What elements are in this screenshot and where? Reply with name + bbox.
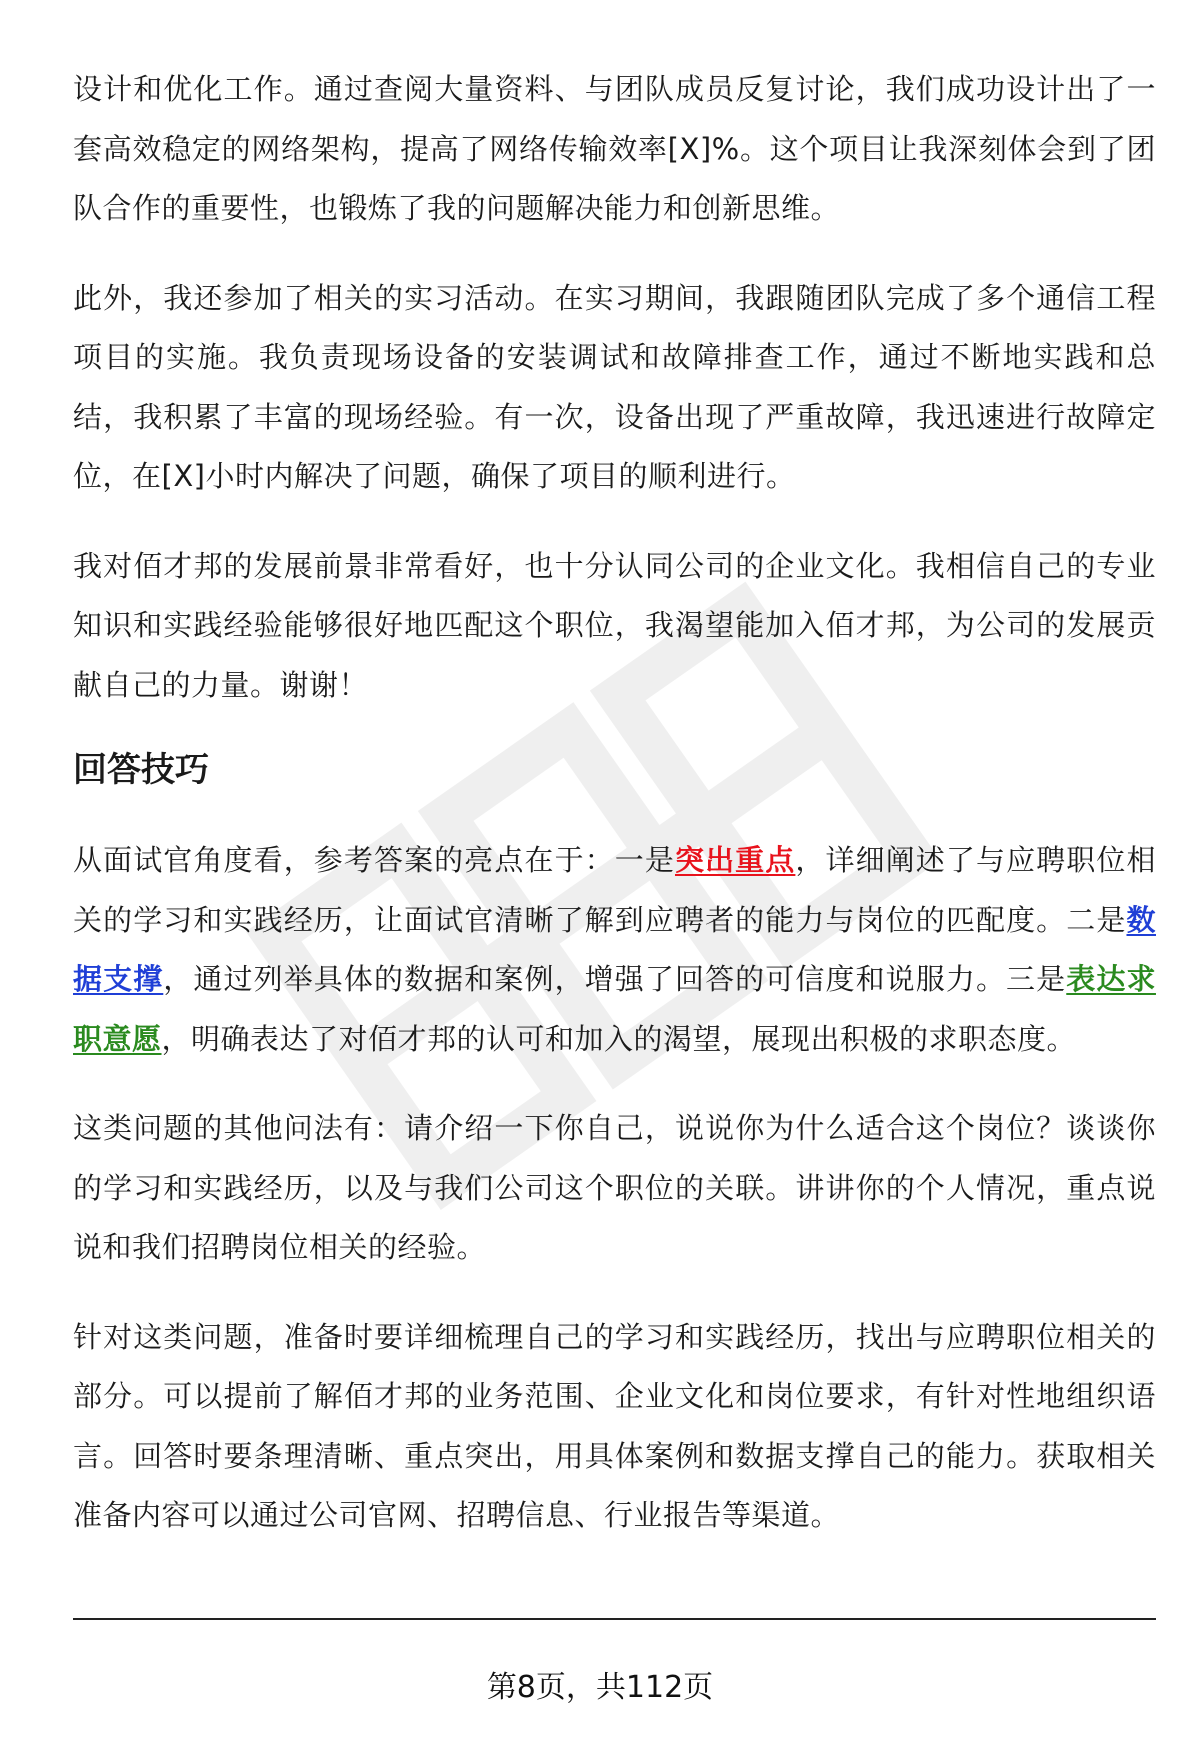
main-content	[73, 60, 1156, 1576]
section-title: 回答技巧	[73, 750, 209, 790]
highlight-job-intention: 表达求职意愿	[73, 962, 1156, 1056]
highlights-text-1: 从面试官角度看，参考答案的亮点在于：一是	[73, 843, 675, 877]
paragraph-preparation-advice: 针对这类问题，准备时要详细梳理自己的学习和实践经历，找出与应聘职位相关的部分。可以提前了解佰才邦的业务范围、企业文化和岗位要求，有针对性地组织语言。回答时要条理清晰、重点突出，用具体案例和数据支撑自己的能力。获取相关准备内容可以通过公司官网、招聘信息、行业报告等渠道。	[73, 1319, 1156, 1532]
page-number: 第8页，共112页	[486, 1670, 714, 1705]
highlight-data-support: 数据支撑	[73, 902, 1156, 996]
paragraph-alternative-questions: 这类问题的其他问法有：请介绍一下你自己，说说你为什么适合这个岗位？谈谈你的学习和实践经历，以及与我们公司这个职位的关联。讲讲你的个人情况，重点说说和我们招聘岗位相关的经验。	[73, 1111, 1156, 1264]
paragraph-internship-experience: 此外，我还参加了相关的实习活动。在实习期间，我跟随团队完成了多个通信工程项目的实施。我负责现场设备的安装调试和故障排查工作，通过不断地实践和总结，我积累了丰富的现场经验。有一次，设备出现了严重故障，我迅速进行故障定位，在[X]小时内解决了问题，确保了项目的顺利进行。	[73, 280, 1156, 493]
paragraph-answer-highlights	[73, 831, 1156, 1069]
highlight-key-point: 突出重点	[674, 843, 796, 877]
highlights-text-2: ，详细阐述了与应聘职位相关的学习和实践经历，让面试官清晰了解到应聘者的能力与岗位的匹配度。二是	[73, 843, 1156, 937]
highlights-text-4: ，明确表达了对佰才邦的认可和加入的渴望，展现出积极的求职态度。	[161, 1021, 1077, 1056]
footer-divider	[73, 1618, 1156, 1620]
highlights-text-3: ，通过列举具体的数据和案例，增强了回答的可信度和说服力。三是	[163, 962, 1067, 996]
paragraph-closing-statement: 我对佰才邦的发展前景非常看好，也十分认同公司的企业文化。我相信自己的专业知识和实践经验能够很好地匹配这个职位，我渴望能加入佰才邦，为公司的发展贡献自己的力量。谢谢！	[73, 548, 1156, 702]
paragraph-project-experience: 设计和优化工作。通过查阅大量资料、与团队成员反复讨论，我们成功设计出了一套高效稳定的网络架构，提高了网络传输效率[X]%。这个项目让我深刻体会到了团队合作的重要性，也锻炼了我的问题解决能力和创新思维。	[73, 72, 1156, 225]
